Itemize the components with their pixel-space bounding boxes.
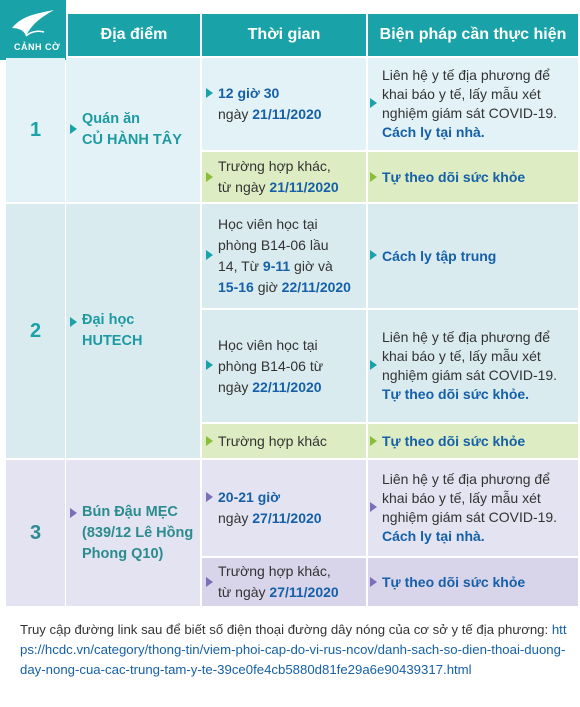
measure-text: Tự theo dõi sức khỏe [382,573,526,590]
footer-text: Truy cập đường link sau để biết số điện thoại đường dây nóng của cơ sở y tế địa phương: [20,622,552,637]
time-line: 20-21 giờ [218,489,281,505]
time-line: ngày 27/11/2020 [218,510,322,526]
time-line: Trường hợp khác [218,432,327,449]
place-line: Đại học [82,312,135,328]
arrow-icon [370,250,377,260]
measure-cell [368,558,578,606]
section-place [66,58,200,202]
time-line: phòng B14-06 lầu [218,237,329,253]
bird-logo-icon [8,6,58,40]
section-place [66,204,200,458]
arrow-icon [206,436,213,446]
section-number: 3 [6,460,65,606]
time-cell [202,58,366,150]
time-cell [202,460,366,556]
measure-text: Tự theo dõi sức khỏe [382,168,526,185]
measure-cell [368,204,578,308]
arrow-icon [370,436,377,446]
measure-cell [368,310,578,422]
measure-text: Cách ly tập trung [382,247,497,264]
measure-text: Liên hệ y tế địa phương để khai báo y tế, lấy mẫu xét nghiệm giám sát COVID-19. [382,471,558,525]
footer-note [20,620,570,680]
arrow-icon [370,577,377,587]
place-line: HUTECH [82,333,143,349]
time-line: Trường hợp khác, [218,158,331,174]
section-number: 2 [6,204,65,458]
measure-cell [368,152,578,202]
place-line: (839/12 Lê Hồng [82,524,194,541]
arrow-icon [70,508,77,518]
time-line: ngày 22/11/2020 [218,378,322,395]
arrow-icon [206,360,213,370]
arrow-icon [206,88,213,98]
arrow-icon [370,172,377,182]
time-cell [202,310,366,422]
arrow-icon [70,124,77,134]
arrow-icon [370,502,377,512]
time-line: Học viên học tại [218,216,318,232]
measure-text-bold: Tự theo dõi sức khỏe. [382,386,530,402]
time-line: từ ngày 21/11/2020 [218,179,339,195]
footer-link[interactable]: https://hcdc.vn/category/thong-tin/viem-phoi-cap-do-vi-rus-ncov/danh-sach-so-dien-thoai-duong-day-nong-cua-cac-trung-tam-y-te-39ce0fe4cb5880d81fe29a6e90439317.html [20,622,567,677]
place-line: Bún Đậu MẸC [82,503,178,520]
arrow-icon [206,577,213,587]
measure-text: Liên hệ y tế địa phương để khai báo y tế, lấy mẫu xét nghiệm giám sát COVID-19. [382,329,558,383]
time-line: 12 giờ 30 [218,85,280,101]
section-number: 1 [6,58,65,202]
place-line: Quán ăn [82,111,141,127]
header-measure: Biện pháp cần thực hiện [368,14,578,56]
time-line: từ ngày 27/11/2020 [218,584,339,600]
arrow-icon [370,98,377,108]
measure-text-bold: Cách ly tại nhà. [382,528,485,544]
measure-cell [368,58,578,150]
time-cell [202,424,366,458]
time-cell [202,558,366,606]
header-time: Thời gian [202,14,366,56]
logo [0,0,66,60]
measure-cell [368,424,578,458]
logo-text: CẢNH CỜ [14,42,61,52]
measure-text: Tự theo dõi sức khỏe [382,432,526,449]
time-line: 15-16 giờ 22/11/2020 [218,279,351,295]
time-line: Trường hợp khác, [218,563,331,579]
place-line: CỦ HÀNH TÂY [82,132,182,148]
time-cell [202,152,366,202]
time-line: 14, Từ 9-11 giờ và [218,258,333,274]
measure-cell [368,460,578,556]
section-place [66,460,200,606]
arrow-icon [370,360,377,370]
measure-text: Liên hệ y tế địa phương để khai báo y tế, lấy mẫu xét nghiệm giám sát COVID-19. Cách ly tại nhà. [382,67,558,140]
arrow-icon [70,317,77,327]
time-line: Học viên học tại [218,336,318,353]
place-line: Phong Q10) [82,545,164,562]
arrow-icon [206,172,213,182]
arrow-icon [206,492,213,502]
time-line: ngày 21/11/2020 [218,106,322,122]
header-place: Địa điểm [68,14,200,56]
time-cell [202,204,366,308]
arrow-icon [206,250,213,260]
time-line: phòng B14-06 từ [218,357,324,374]
